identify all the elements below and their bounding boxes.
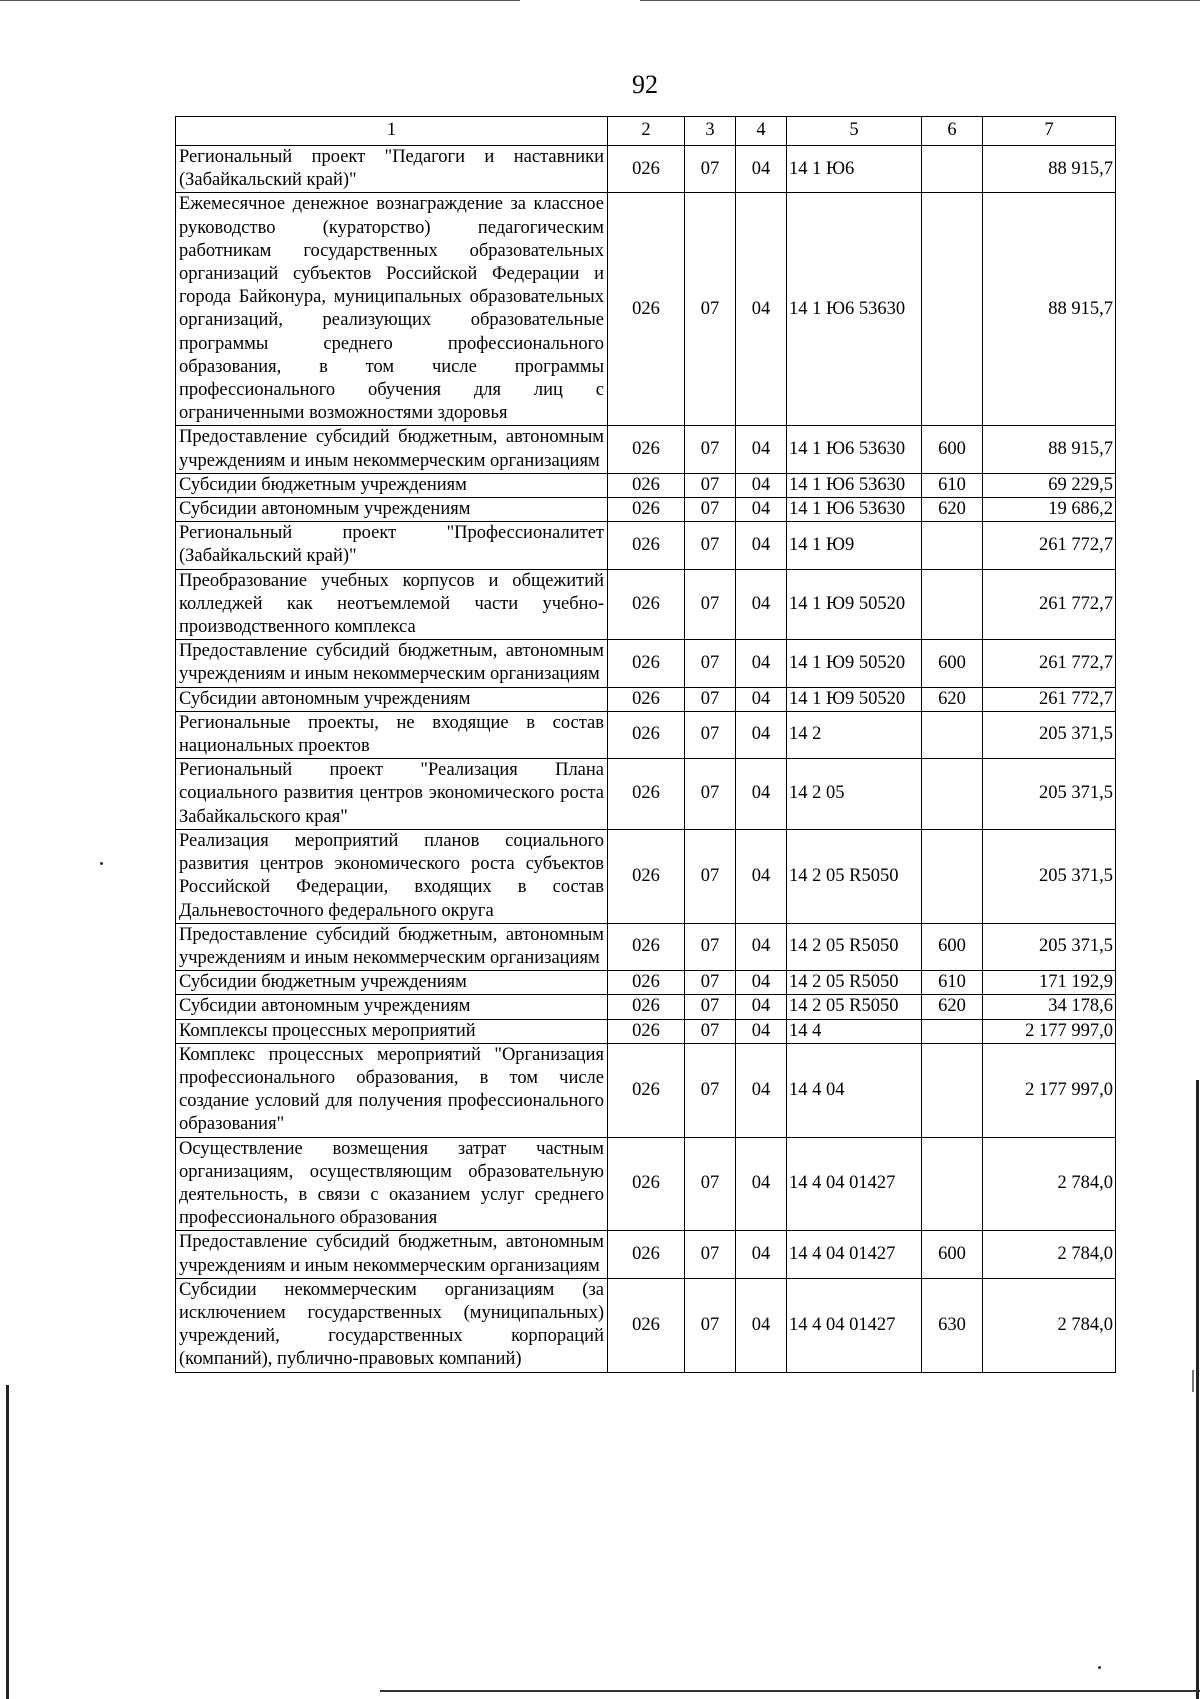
target-article-cell: 14 1 Ю6 53630 [787, 498, 922, 522]
scan-edge-right [1196, 1080, 1199, 1699]
subsection-code-cell: 04 [736, 1278, 787, 1372]
table-row [176, 473, 1116, 497]
table-row [176, 923, 1116, 970]
subsection-code-cell: 04 [736, 711, 787, 758]
item-name-cell: Ежемесячное денежное вознаграждение за классное руководство (кураторство) педагогическим работникам государственных образовательных организаций субъектов Российской Федерации и города Байконура, муниципальных образовательных организаций, реализующих образовательные программы среднего профессионального образования, в том числе программы профессионального обучения для лиц с ограниченными возможностями здоровья [176, 193, 608, 426]
section-code-cell: 07 [685, 193, 736, 426]
item-name-cell: Региональные проекты, не входящие в состав национальных проектов [176, 711, 608, 758]
section-code-cell: 07 [685, 995, 736, 1019]
target-article-cell: 14 1 Ю6 53630 [787, 426, 922, 473]
amount-cell: 2 177 997,0 [983, 1043, 1116, 1137]
amount-cell: 88 915,7 [983, 146, 1116, 193]
section-code-cell: 07 [685, 1137, 736, 1231]
column-header: 3 [685, 117, 736, 146]
subsection-code-cell: 04 [736, 995, 787, 1019]
table-row [176, 1019, 1116, 1043]
table-row [176, 711, 1116, 758]
subsection-code-cell: 04 [736, 473, 787, 497]
target-article-cell: 14 2 [787, 711, 922, 758]
target-article-cell: 14 2 05 R5050 [787, 829, 922, 923]
amount-cell: 2 784,0 [983, 1137, 1116, 1231]
subsection-code-cell: 04 [736, 971, 787, 995]
target-article-cell: 14 4 04 01427 [787, 1137, 922, 1231]
subsection-code-cell: 04 [736, 923, 787, 970]
section-code-cell: 07 [685, 711, 736, 758]
table-header-row [176, 117, 1116, 146]
section-code-cell: 07 [685, 971, 736, 995]
ministry-code-cell: 026 [608, 923, 685, 970]
table-row [176, 829, 1116, 923]
amount-cell: 261 772,7 [983, 687, 1116, 711]
item-name-cell: Комплексы процессных мероприятий [176, 1019, 608, 1043]
scan-edge-top-right [640, 0, 1200, 1]
expense-type-cell: 620 [922, 498, 983, 522]
item-name-cell: Реализация мероприятий планов социального развития центров экономического роста субъектов Российской Федерации, входящих в состав Дальневосточного федерального округа [176, 829, 608, 923]
column-header: 1 [176, 117, 608, 146]
ministry-code-cell: 026 [608, 995, 685, 1019]
ministry-code-cell: 026 [608, 1231, 685, 1278]
subsection-code-cell: 04 [736, 426, 787, 473]
section-code-cell: 07 [685, 640, 736, 687]
subsection-code-cell: 04 [736, 193, 787, 426]
amount-cell: 2 784,0 [983, 1278, 1116, 1372]
item-name-cell: Региональный проект "Реализация Плана социального развития центров экономического роста Забайкальского края" [176, 759, 608, 830]
amount-cell: 88 915,7 [983, 193, 1116, 426]
item-name-cell: Субсидии некоммерческим организациям (за исключением государственных (муниципальных) учреждений, государственных корпораций (компаний), публично-правовых компаний) [176, 1278, 608, 1372]
subsection-code-cell: 04 [736, 569, 787, 640]
column-header: 7 [983, 117, 1116, 146]
target-article-cell: 14 4 04 [787, 1043, 922, 1137]
amount-cell: 2 784,0 [983, 1231, 1116, 1278]
item-name-cell: Региональный проект "Педагоги и наставники (Забайкальский край)" [176, 146, 608, 193]
ministry-code-cell: 026 [608, 759, 685, 830]
amount-cell: 69 229,5 [983, 473, 1116, 497]
amount-cell: 205 371,5 [983, 923, 1116, 970]
section-code-cell: 07 [685, 923, 736, 970]
scan-mark-right [1192, 1370, 1194, 1392]
target-article-cell: 14 2 05 R5050 [787, 995, 922, 1019]
subsection-code-cell: 04 [736, 1019, 787, 1043]
scan-edge-bottom [380, 1690, 1200, 1692]
item-name-cell: Комплекс процессных мероприятий "Организация профессионального образования, в том числе создание условий для получения профессионального образования" [176, 1043, 608, 1137]
table-row [176, 522, 1116, 569]
ministry-code-cell: 026 [608, 146, 685, 193]
amount-cell: 261 772,7 [983, 640, 1116, 687]
ministry-code-cell: 026 [608, 1043, 685, 1137]
column-header: 4 [736, 117, 787, 146]
scan-dot [100, 862, 103, 865]
table-row [176, 1231, 1116, 1278]
target-article-cell: 14 1 Ю9 50520 [787, 687, 922, 711]
target-article-cell: 14 4 04 01427 [787, 1231, 922, 1278]
expense-type-cell: 600 [922, 426, 983, 473]
amount-cell: 34 178,6 [983, 995, 1116, 1019]
expense-type-cell [922, 759, 983, 830]
section-code-cell: 07 [685, 1019, 736, 1043]
item-name-cell: Субсидии автономным учреждениям [176, 687, 608, 711]
table-row [176, 1043, 1116, 1137]
item-name-cell: Субсидии бюджетным учреждениям [176, 473, 608, 497]
expense-type-cell [922, 711, 983, 758]
scan-edge-top-left [0, 0, 520, 1]
table-row [176, 146, 1116, 193]
expense-type-cell: 620 [922, 995, 983, 1019]
ministry-code-cell: 026 [608, 711, 685, 758]
expense-type-cell [922, 1019, 983, 1043]
table-row [176, 640, 1116, 687]
page-number: 92 [632, 70, 658, 99]
ministry-code-cell: 026 [608, 193, 685, 426]
expense-type-cell: 610 [922, 971, 983, 995]
item-name-cell: Предоставление субсидий бюджетным, автономным учреждениям и иным некоммерческим организациям [176, 640, 608, 687]
expense-type-cell [922, 146, 983, 193]
table-row [176, 569, 1116, 640]
target-article-cell: 14 1 Ю6 53630 [787, 193, 922, 426]
table-row [176, 498, 1116, 522]
item-name-cell: Субсидии автономным учреждениям [176, 995, 608, 1019]
ministry-code-cell: 026 [608, 426, 685, 473]
expense-type-cell: 630 [922, 1278, 983, 1372]
expense-type-cell [922, 1137, 983, 1231]
subsection-code-cell: 04 [736, 146, 787, 193]
column-header: 2 [608, 117, 685, 146]
subsection-code-cell: 04 [736, 522, 787, 569]
target-article-cell: 14 2 05 R5050 [787, 923, 922, 970]
subsection-code-cell: 04 [736, 498, 787, 522]
section-code-cell: 07 [685, 426, 736, 473]
expense-type-cell: 600 [922, 923, 983, 970]
expense-type-cell [922, 193, 983, 426]
table-row [176, 687, 1116, 711]
section-code-cell: 07 [685, 1278, 736, 1372]
target-article-cell: 14 1 Ю6 53630 [787, 473, 922, 497]
column-header: 6 [922, 117, 983, 146]
section-code-cell: 07 [685, 829, 736, 923]
target-article-cell: 14 4 [787, 1019, 922, 1043]
item-name-cell: Предоставление субсидий бюджетным, автономным учреждениям и иным некоммерческим организациям [176, 1231, 608, 1278]
item-name-cell: Региональный проект "Профессионалитет (Забайкальский край)" [176, 522, 608, 569]
ministry-code-cell: 026 [608, 640, 685, 687]
section-code-cell: 07 [685, 498, 736, 522]
expense-type-cell: 610 [922, 473, 983, 497]
amount-cell: 205 371,5 [983, 829, 1116, 923]
subsection-code-cell: 04 [736, 829, 787, 923]
amount-cell: 2 177 997,0 [983, 1019, 1116, 1043]
item-name-cell: Предоставление субсидий бюджетным, автономным учреждениям и иным некоммерческим организациям [176, 426, 608, 473]
ministry-code-cell: 026 [608, 687, 685, 711]
ministry-code-cell: 026 [608, 829, 685, 923]
amount-cell: 261 772,7 [983, 569, 1116, 640]
subsection-code-cell: 04 [736, 1043, 787, 1137]
table-row [176, 759, 1116, 830]
expense-type-cell: 600 [922, 1231, 983, 1278]
target-article-cell: 14 4 04 01427 [787, 1278, 922, 1372]
item-name-cell: Осуществление возмещения затрат частным организациям, осуществляющим образовательную деятельность, в связи с оказанием услуг среднего профессионального образования [176, 1137, 608, 1231]
target-article-cell: 14 2 05 R5050 [787, 971, 922, 995]
target-article-cell: 14 2 05 [787, 759, 922, 830]
section-code-cell: 07 [685, 146, 736, 193]
section-code-cell: 07 [685, 569, 736, 640]
ministry-code-cell: 026 [608, 1278, 685, 1372]
section-code-cell: 07 [685, 473, 736, 497]
amount-cell: 88 915,7 [983, 426, 1116, 473]
subsection-code-cell: 04 [736, 1231, 787, 1278]
expense-type-cell [922, 829, 983, 923]
section-code-cell: 07 [685, 1043, 736, 1137]
ministry-code-cell: 026 [608, 1137, 685, 1231]
subsection-code-cell: 04 [736, 759, 787, 830]
target-article-cell: 14 1 Ю6 [787, 146, 922, 193]
section-code-cell: 07 [685, 759, 736, 830]
expense-type-cell [922, 1043, 983, 1137]
scan-dot [1098, 1666, 1101, 1669]
budget-table [175, 116, 1116, 1373]
ministry-code-cell: 026 [608, 522, 685, 569]
subsection-code-cell: 04 [736, 687, 787, 711]
expense-type-cell: 620 [922, 687, 983, 711]
amount-cell: 171 192,9 [983, 971, 1116, 995]
table-row [176, 1137, 1116, 1231]
amount-cell: 19 686,2 [983, 498, 1116, 522]
subsection-code-cell: 04 [736, 640, 787, 687]
ministry-code-cell: 026 [608, 498, 685, 522]
item-name-cell: Преобразование учебных корпусов и общежитий колледжей как неотъемлемой части учебно-производственного комплекса [176, 569, 608, 640]
section-code-cell: 07 [685, 522, 736, 569]
scan-edge-left [6, 1385, 9, 1699]
target-article-cell: 14 1 Ю9 50520 [787, 640, 922, 687]
expense-type-cell [922, 569, 983, 640]
column-header: 5 [787, 117, 922, 146]
item-name-cell: Субсидии бюджетным учреждениям [176, 971, 608, 995]
table-row [176, 971, 1116, 995]
section-code-cell: 07 [685, 1231, 736, 1278]
target-article-cell: 14 1 Ю9 50520 [787, 569, 922, 640]
amount-cell: 205 371,5 [983, 711, 1116, 758]
amount-cell: 205 371,5 [983, 759, 1116, 830]
table-row [176, 995, 1116, 1019]
ministry-code-cell: 026 [608, 1019, 685, 1043]
target-article-cell: 14 1 Ю9 [787, 522, 922, 569]
ministry-code-cell: 026 [608, 971, 685, 995]
expense-type-cell: 600 [922, 640, 983, 687]
table-row [176, 1278, 1116, 1372]
section-code-cell: 07 [685, 687, 736, 711]
subsection-code-cell: 04 [736, 1137, 787, 1231]
table-row [176, 193, 1116, 426]
item-name-cell: Предоставление субсидий бюджетным, автономным учреждениям и иным некоммерческим организациям [176, 923, 608, 970]
expense-type-cell [922, 522, 983, 569]
ministry-code-cell: 026 [608, 569, 685, 640]
ministry-code-cell: 026 [608, 473, 685, 497]
amount-cell: 261 772,7 [983, 522, 1116, 569]
table-row [176, 426, 1116, 473]
item-name-cell: Субсидии автономным учреждениям [176, 498, 608, 522]
